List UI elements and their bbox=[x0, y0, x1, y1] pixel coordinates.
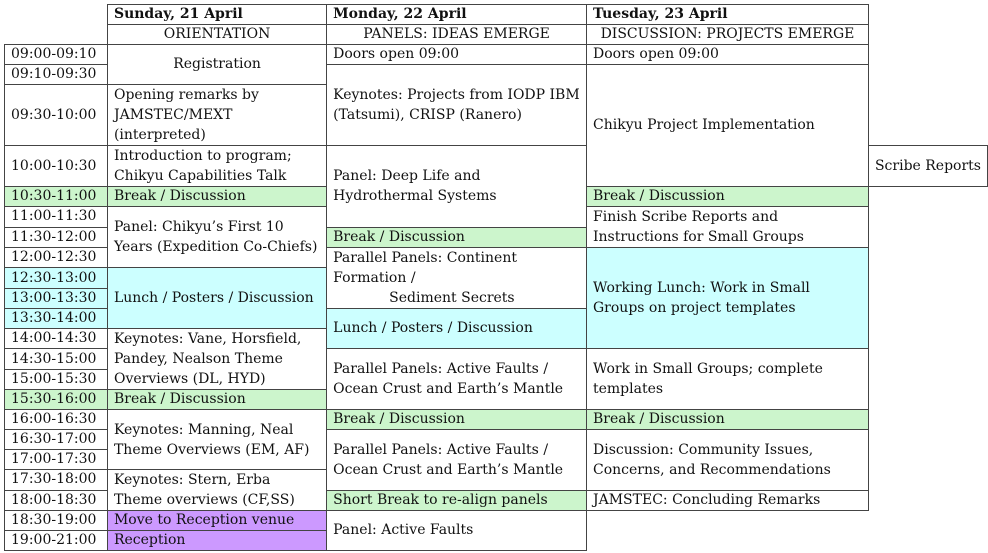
time-slot: 11:00-11:30 bbox=[5, 207, 108, 228]
time-slot: 15:00-15:30 bbox=[5, 370, 108, 390]
monday-short-break: Short Break to re-align panels bbox=[327, 490, 587, 511]
time-slot: 19:00-21:00 bbox=[5, 531, 108, 551]
time-slot: 09:00-09:10 bbox=[5, 45, 108, 65]
tuesday-empty bbox=[587, 511, 869, 551]
time-slot: 16:00-16:30 bbox=[5, 410, 108, 430]
time-slot: 13:00-13:30 bbox=[5, 289, 108, 309]
time-slot: 14:00-14:30 bbox=[5, 329, 108, 349]
sunday-panel-first-10-years: Panel: Chikyu’s First 10 Years (Expedition Co-Chiefs) bbox=[107, 207, 326, 268]
monday-date: Monday, 22 April bbox=[327, 5, 587, 25]
time-slot: 17:00-17:30 bbox=[5, 450, 108, 470]
monday-panel-deep-life: Panel: Deep Life and Hydrothermal Systems bbox=[327, 146, 587, 228]
time-slot: 14:30-15:00 bbox=[5, 349, 108, 370]
tuesday-finish-scribe: Finish Scribe Reports and Instructions for Small Groups bbox=[587, 207, 869, 248]
time-slot: 13:30-14:00 bbox=[5, 309, 108, 329]
time-slot: 18:30-19:00 bbox=[5, 511, 108, 531]
monday-doors-open: Doors open 09:00 bbox=[327, 45, 587, 65]
monday-break-2: Break / Discussion bbox=[327, 410, 587, 430]
time-slot: 09:30-10:00 bbox=[5, 85, 108, 146]
sunday-break: Break / Discussion bbox=[107, 187, 326, 207]
table-row bbox=[5, 45, 988, 65]
tuesday-break: Break / Discussion bbox=[587, 187, 869, 207]
sunday-lunch: Lunch / Posters / Discussion bbox=[107, 268, 326, 329]
sunday-date: Sunday, 21 April bbox=[107, 5, 326, 25]
sunday-keynotes-dl-hyd: Keynotes: Vane, Horsfield, Pandey, Nealson Theme Overviews (DL, HYD) bbox=[107, 329, 326, 390]
time-slot: 10:00-10:30 bbox=[5, 146, 108, 187]
sunday-opening-remarks: Opening remarks by JAMSTEC/MEXT (interpreted) bbox=[107, 85, 326, 146]
tuesday-implementation: Chikyu Project Implementation bbox=[587, 65, 869, 187]
table-row bbox=[5, 410, 988, 430]
monday-lunch: Lunch / Posters / Discussion bbox=[327, 309, 587, 349]
sunday-registration: Registration bbox=[107, 45, 326, 85]
monday-break: Break / Discussion bbox=[327, 227, 587, 248]
time-slot: 12:30-13:00 bbox=[5, 268, 108, 289]
time-slot: 10:30-11:00 bbox=[5, 187, 108, 207]
tuesday-date: Tuesday, 23 April bbox=[587, 5, 869, 25]
tuesday-scribe-reports: Scribe Reports bbox=[868, 146, 987, 187]
corner-cell bbox=[5, 5, 108, 25]
tuesday-discussion: Discussion: Community Issues, Concerns, and Recommendations bbox=[587, 430, 869, 491]
parallel-line-1: Parallel Panels: Continent Formation / bbox=[333, 250, 517, 286]
tuesday-theme: DISCUSSION: PROJECTS EMERGE bbox=[587, 25, 869, 45]
tuesday-concluding-remarks: JAMSTEC: Concluding Remarks bbox=[587, 490, 869, 511]
time-slot: 11:30-12:00 bbox=[5, 227, 108, 248]
sunday-move-reception: Move to Reception venue bbox=[107, 511, 326, 531]
monday-parallel-active-faults-2: Parallel Panels: Active Faults / Ocean Crust and Earth’s Mantle bbox=[327, 430, 587, 491]
sunday-reception: Reception bbox=[107, 531, 326, 551]
sunday-keynotes-em-af: Keynotes: Manning, Neal Theme Overviews (EM, AF) bbox=[107, 410, 326, 470]
monday-panel-active-faults: Panel: Active Faults bbox=[327, 511, 587, 551]
time-slot: 15:30-16:00 bbox=[5, 390, 108, 410]
sunday-introduction: Introduction to program; Chikyu Capabilities Talk bbox=[107, 146, 326, 187]
schedule-table bbox=[4, 4, 988, 551]
day-header-row bbox=[5, 5, 988, 25]
theme-row bbox=[5, 25, 988, 45]
time-slot: 16:30-17:00 bbox=[5, 430, 108, 450]
table-row bbox=[5, 511, 988, 531]
corner-cell-2 bbox=[5, 25, 108, 45]
time-slot: 12:00-12:30 bbox=[5, 248, 108, 268]
monday-keynotes: Keynotes: Projects from IODP IBM (Tatsumi), CRISP (Ranero) bbox=[327, 65, 587, 146]
monday-parallel-continent bbox=[327, 248, 587, 309]
time-slot: 09:10-09:30 bbox=[5, 65, 108, 85]
tuesday-break-2: Break / Discussion bbox=[587, 410, 869, 430]
sunday-break-2: Break / Discussion bbox=[107, 390, 326, 410]
sunday-keynotes-cf-ss: Keynotes: Stern, Erba Theme overviews (CF,SS) bbox=[107, 470, 326, 511]
tuesday-small-groups: Work in Small Groups; complete templates bbox=[587, 349, 869, 410]
sunday-theme: ORIENTATION bbox=[107, 25, 326, 45]
monday-parallel-active-faults: Parallel Panels: Active Faults / Ocean Crust and Earth’s Mantle bbox=[327, 349, 587, 410]
time-slot: 18:00-18:30 bbox=[5, 490, 108, 511]
tuesday-doors-open: Doors open 09:00 bbox=[587, 45, 869, 65]
parallel-line-2: Sediment Secrets bbox=[389, 290, 515, 306]
tuesday-working-lunch: Working Lunch: Work in Small Groups on project templates bbox=[587, 248, 869, 349]
monday-theme: PANELS: IDEAS EMERGE bbox=[327, 25, 587, 45]
time-slot: 17:30-18:00 bbox=[5, 470, 108, 491]
